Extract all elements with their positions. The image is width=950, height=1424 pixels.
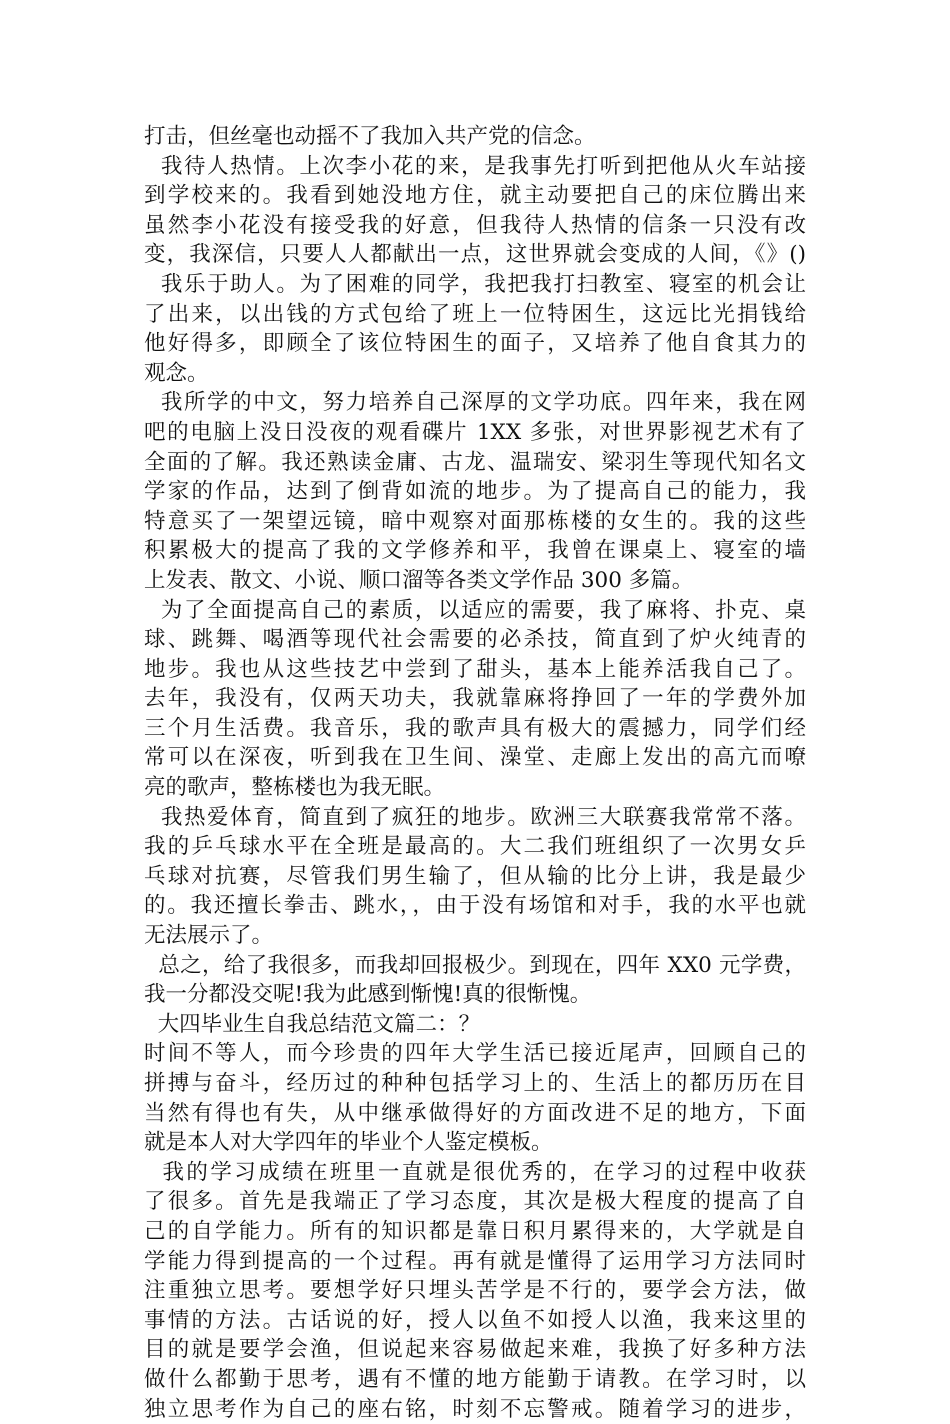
text-line: 我待人热情。上次李小花的来，是我事先打听到把他从火车站接 (144, 153, 806, 179)
text-line: 上发表、散文、小说、顺口溜等各类文学作品 300 多篇。 (144, 567, 694, 593)
text-line: 我的学习成绩在班里一直就是很优秀的，在学习的过程中收获 (144, 1159, 806, 1185)
text-line: 注重独立思考。要想学好只埋头苦学是不行的，要学会方法，做 (144, 1278, 806, 1304)
text-line: 的。我还擅长拳击、跳水，，由于没有场馆和对手，我的水平也就 (144, 893, 806, 919)
text-line: 拼搏与奋斗，经历过的种种包括学习上的、生活上的都历历在目 (144, 1071, 806, 1096)
text-line: 独立思考作为自己的座右铭，时刻不忘警戒。随着学习的进步， (144, 1396, 806, 1422)
text-line: 去年，我没有，仅两天功夫，我就靠麻将挣回了一年的学费外加 (144, 686, 806, 712)
text-line: 球、跳舞、喝酒等现代社会需要的必杀技，简直到了炉火纯青的 (144, 627, 806, 653)
text-line: 常可以在深夜，听到我在卫生间、澡堂、走廊上发出的高亢而嘹 (144, 745, 806, 771)
text-line: 就是本人对大学四年的毕业个人鉴定模板。 (144, 1130, 553, 1156)
text-line: 地步。我也从这些技艺中尝到了甜头，基本上能养活我自己了。 (144, 656, 806, 682)
text-line: 观念。 (144, 360, 209, 386)
text-line: 到学校来的。我看到她没地方住，就主动要把自己的床位腾出来 (144, 183, 806, 209)
text-line: 时间不等人，而今珍贵的四年大学生活已接近尾声，回顾自己的 (144, 1041, 806, 1067)
text-line: 三个月生活费。我音乐，我的歌声具有极大的震撼力，同学们经 (144, 715, 806, 741)
text-line: 我一分都没交呢!我为此感到惭愧!真的很惭愧。 (144, 982, 592, 1008)
text-line: 吧的电脑上没日没夜的观看碟片 1XX 多张，对世界影视艺术有了 (144, 419, 806, 445)
text-line: 了出来，以出钱的方式包给了班上一位特困生，这远比光捐钱给 (144, 301, 806, 327)
text-line: 打击，但丝毫也动摇不了我加入共产党的信念。 (144, 124, 596, 149)
text-line: 为了全面提高自己的素质，以适应的需要，我了麻将、扑克、桌 (144, 597, 806, 623)
text-line: 己的自学能力。所有的知识都是靠日积月累得来的，大学就是自 (144, 1218, 806, 1244)
text-line: 学家的作品，达到了倒背如流的地步。为了提高自己的能力，我 (144, 479, 806, 505)
text-line: 变，我深信，只要人人都献出一点，这世界就会变成的人间，《》() (144, 242, 806, 268)
text-line: 我所学的中文，努力培养自己深厚的文学功底。四年来，我在网 (144, 390, 806, 416)
text-line: 总之，给了我很多，而我却回报极少。到现在，四年 XX0 元学费， (144, 952, 806, 978)
text-line: 事情的方法。古话说的好，授人以鱼不如授人以渔，我来这里的 (144, 1307, 806, 1333)
text-line: 乓球对抗赛，尽管我们男生输了，但从输的比分上讲，我是最少 (144, 863, 806, 889)
text-line: 学能力得到提高的一个过程。再有就是懂得了运用学习方法同时 (144, 1248, 806, 1274)
text-line: 特意买了一架望远镜，暗中观察对面那栋楼的女生的。我的这些 (144, 508, 806, 534)
text-line: 大四毕业生自我总结范文篇二：？ (144, 1011, 481, 1037)
text-line: 积累极大的提高了我的文学修养和平，我曾在课桌上、寝室的墙 (144, 538, 806, 564)
text-line: 全面的了解。我还熟读金庸、古龙、温瑞安、梁羽生等现代知名文 (144, 449, 806, 475)
text-line: 了很多。首先是我端正了学习态度，其次是极大程度的提高了自 (144, 1189, 806, 1215)
text-line: 他好得多，即顾全了该位特困生的面子，又培养了他自食其力的 (144, 331, 806, 357)
text-line: 当然有得也有失，从中继承做得好的方面改进不足的地方，下面 (144, 1100, 806, 1126)
document-body (144, 122, 806, 1424)
text-line: 我乐于助人。为了困难的同学，我把我打扫教室、寝室的机会让 (144, 271, 806, 297)
text-line: 我的乒乓球水平在全班是最高的。大二我们班组织了一次男女乒 (144, 834, 806, 860)
text-line: 目的就是要学会渔，但说起来容易做起来难，我换了好多种方法 (144, 1337, 806, 1363)
text-line: 做什么都勤于思考，遇有不懂的地方能勤于请教。在学习时，以 (144, 1366, 806, 1392)
text-line: 虽然李小花没有接受我的好意，但我待人热情的信条一只没有改 (144, 212, 806, 238)
text-line: 亮的歌声，整栋楼也为我无眠。 (144, 775, 446, 801)
text-line: 无法展示了。 (144, 923, 274, 949)
text-line: 我热爱体育，简直到了疯狂的地步。欧洲三大联赛我常常不落。 (144, 804, 806, 830)
